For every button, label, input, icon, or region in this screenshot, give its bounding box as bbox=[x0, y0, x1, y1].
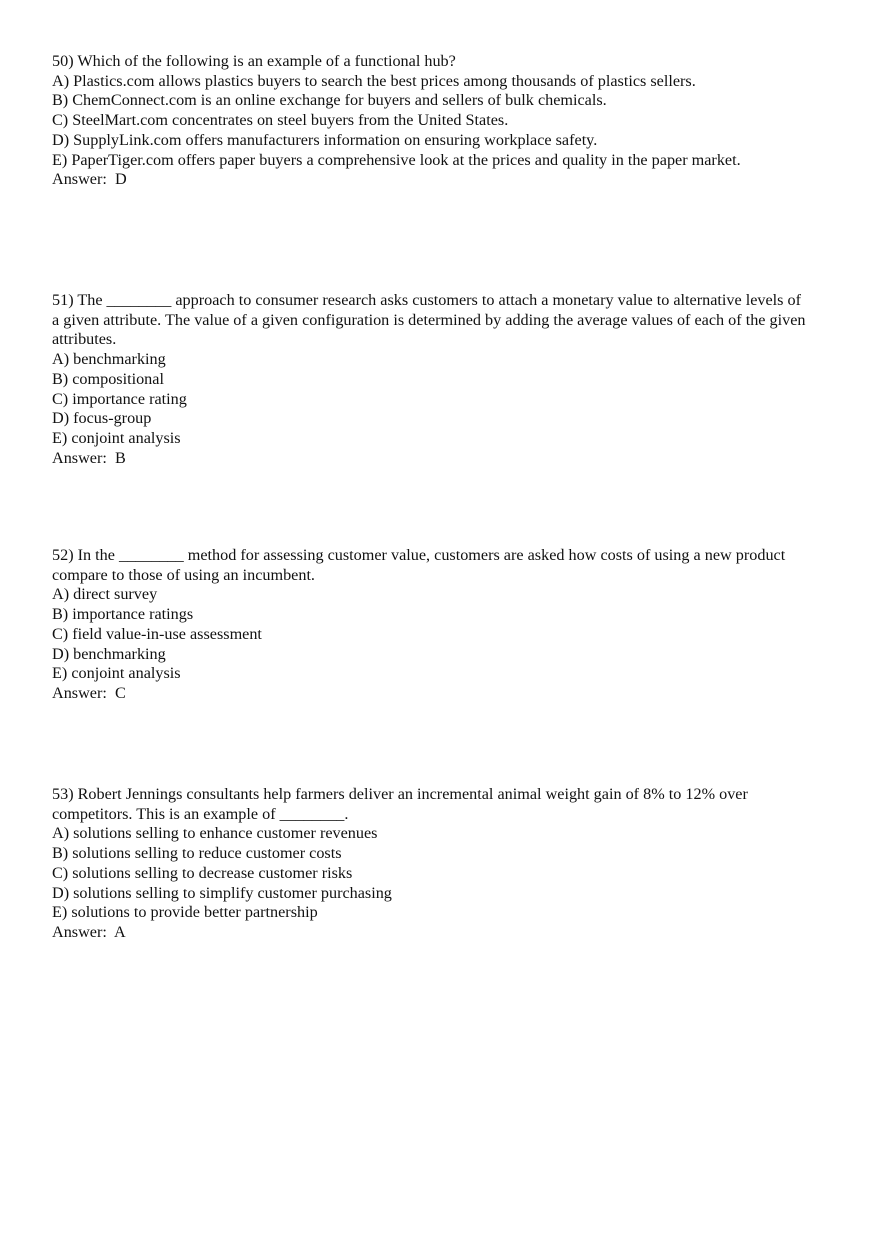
option-b: B) importance ratings bbox=[52, 605, 194, 624]
option-c: C) SteelMart.com concentrates on steel buyers from the United States. bbox=[52, 111, 509, 130]
question-stem: 50) Which of the following is an example of a functional hub? bbox=[52, 52, 456, 70]
option-c: C) importance rating bbox=[52, 389, 187, 408]
option-b: B) ChemConnect.com is an online exchange for buyers and sellers of bulk chemicals. bbox=[52, 91, 607, 110]
question-52 bbox=[52, 546, 812, 704]
question-stem: 53) Robert Jennings consultants help farmers deliver an incremental animal weight gain of 8% to 12% over competitors. This is an example of ________. bbox=[52, 785, 752, 823]
option-d: D) benchmarking bbox=[52, 644, 166, 663]
option-b: B) compositional bbox=[52, 369, 164, 388]
question-stem: 52) In the ________ method for assessing customer value, customers are asked how costs of using a new product compare to those of using an incumbent. bbox=[52, 546, 790, 584]
answer-line: Answer: D bbox=[52, 170, 127, 189]
question-50 bbox=[52, 52, 812, 190]
option-d: D) focus-group bbox=[52, 409, 152, 428]
option-a: A) direct survey bbox=[52, 585, 158, 604]
answer-line: Answer: B bbox=[52, 448, 126, 467]
question-53 bbox=[52, 785, 812, 943]
option-e: E) solutions to provide better partnership bbox=[52, 903, 318, 922]
option-e: E) PaperTiger.com offers paper buyers a comprehensive look at the prices and quality in the paper market. bbox=[52, 150, 741, 169]
option-e: E) conjoint analysis bbox=[52, 664, 181, 683]
option-c: C) field value-in-use assessment bbox=[52, 624, 262, 643]
option-e: E) conjoint analysis bbox=[52, 428, 181, 447]
option-a: A) solutions selling to enhance customer revenues bbox=[52, 824, 378, 843]
option-a: A) benchmarking bbox=[52, 350, 166, 369]
answer-line: Answer: A bbox=[52, 922, 126, 941]
answer-line: Answer: C bbox=[52, 683, 126, 702]
option-d: D) solutions selling to simplify customer purchasing bbox=[52, 883, 392, 902]
option-b: B) solutions selling to reduce customer costs bbox=[52, 844, 342, 863]
option-d: D) SupplyLink.com offers manufacturers information on ensuring workplace safety. bbox=[52, 130, 598, 149]
option-a: A) Plastics.com allows plastics buyers to search the best prices among thousands of plastics sellers. bbox=[52, 71, 696, 90]
question-51 bbox=[52, 291, 812, 468]
question-stem: 51) The ________ approach to consumer research asks customers to attach a monetary value to alternative levels of a given attribute. The value of a given configuration is determined by adding the average values of each of the given attributes. bbox=[52, 291, 810, 349]
option-c: C) solutions selling to decrease customer risks bbox=[52, 863, 353, 882]
